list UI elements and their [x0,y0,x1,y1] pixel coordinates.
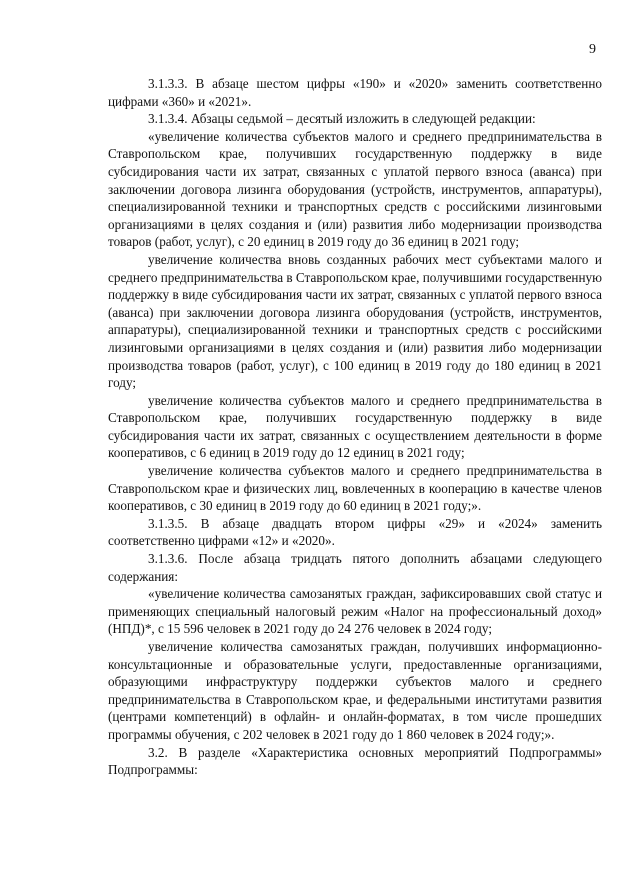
paragraph-3-1-3-3: 3.1.3.3. В абзаце шестом цифры «190» и «2020» заменить соответственно цифрами «360» и «2021». [108,76,602,109]
paragraph-self-employed-services: увеличение количества самозанятых граждан, получивших информационно-консультационные и образовательные услуги, предоставленные организациями, образующими инфраструктуру поддержки субъектов малого и среднего предпринимательства в Ставропольском крае, и федеральными институтами развития (центрами компетенций) в офлайн- и онлайн-форматах, в том числе прошедших программы обучения, с 202 человек в 2021 году до 1 860 человек в 2024 году;». [108,639,602,742]
document-body [108,75,602,779]
paragraph-3-1-3-5: 3.1.3.5. В абзаце двадцать втором цифры «29» и «2024» заменить соответственно цифрами «12» и «2020». [108,515,602,549]
paragraph-cooperative-members: увеличение количества субъектов малого и среднего предпринимательства в Ставропольском крае и физических лиц, вовлеченных в кооперацию в качестве членов кооперативов, с 30 единиц в 2019 году до 60 единиц в 2021 году;». [108,463,602,514]
paragraph-3-2: 3.2. В разделе «Характеристика основных мероприятий Подпрограммы» Подпрограммы: [108,744,602,778]
paragraph-3-1-3-4: 3.1.3.4. Абзацы седьмой – десятый изложить в следующей редакции: [148,111,536,127]
paragraph-new-jobs: увеличение количества вновь созданных рабочих мест субъектами малого и среднего предпринимательства в Ставропольском крае, получившими государственную поддержку в виде субсидирования части их затрат, связанных с уплатой первого взноса (аванса) при заключении договора лизинга оборудования (устройств, инструментов, аппаратуры), специализированной техники и транспортных средств с российскими лизинговыми организациями в целях создания и (или) развития либо модернизации производства товаров (работ, услуг), с 100 единиц в 2019 году до 180 единиц в 2021 году; [108,251,602,391]
paragraph-cooperatives-subjects: увеличение количества субъектов малого и среднего предпринимательства в Ставропольском крае, получивших государственную поддержку в виде субсидирования части их затрат, связанных с осуществлением деятельности в форме кооперативов, с 6 единиц в 2019 году до 12 единиц в 2021 году; [108,392,602,461]
page-number: 9 [589,42,596,57]
paragraph-3-1-3-6: 3.1.3.6. После абзаца тридцать пятого дополнить абзацами следующего содержания: [108,551,602,584]
paragraph-leasing-subjects: «увеличение количества субъектов малого и среднего предпринимательства в Ставропольском крае, получивших государственную поддержку в виде субсидирования части их затрат, связанных с уплатой первого взноса (аванса) при заключении договора лизинга оборудования (устройств, инструментов, аппаратуры), специализированной техники и транспортных средств с российскими лизинговыми организациями в целях создания и (или) развития либо модернизации производства товаров (работ, услуг), с 20 единиц в 2019 году до 36 единиц в 2021 году; [108,128,602,250]
paragraph-self-employed-status: «увеличение количества самозанятых граждан, зафиксировавших свой статус и применяющих специальный налоговый режим «Налог на профессиональный доход» (НПД)*, с 15 596 человек в 2021 году до 24 276 человек в 2024 году; [108,586,602,637]
